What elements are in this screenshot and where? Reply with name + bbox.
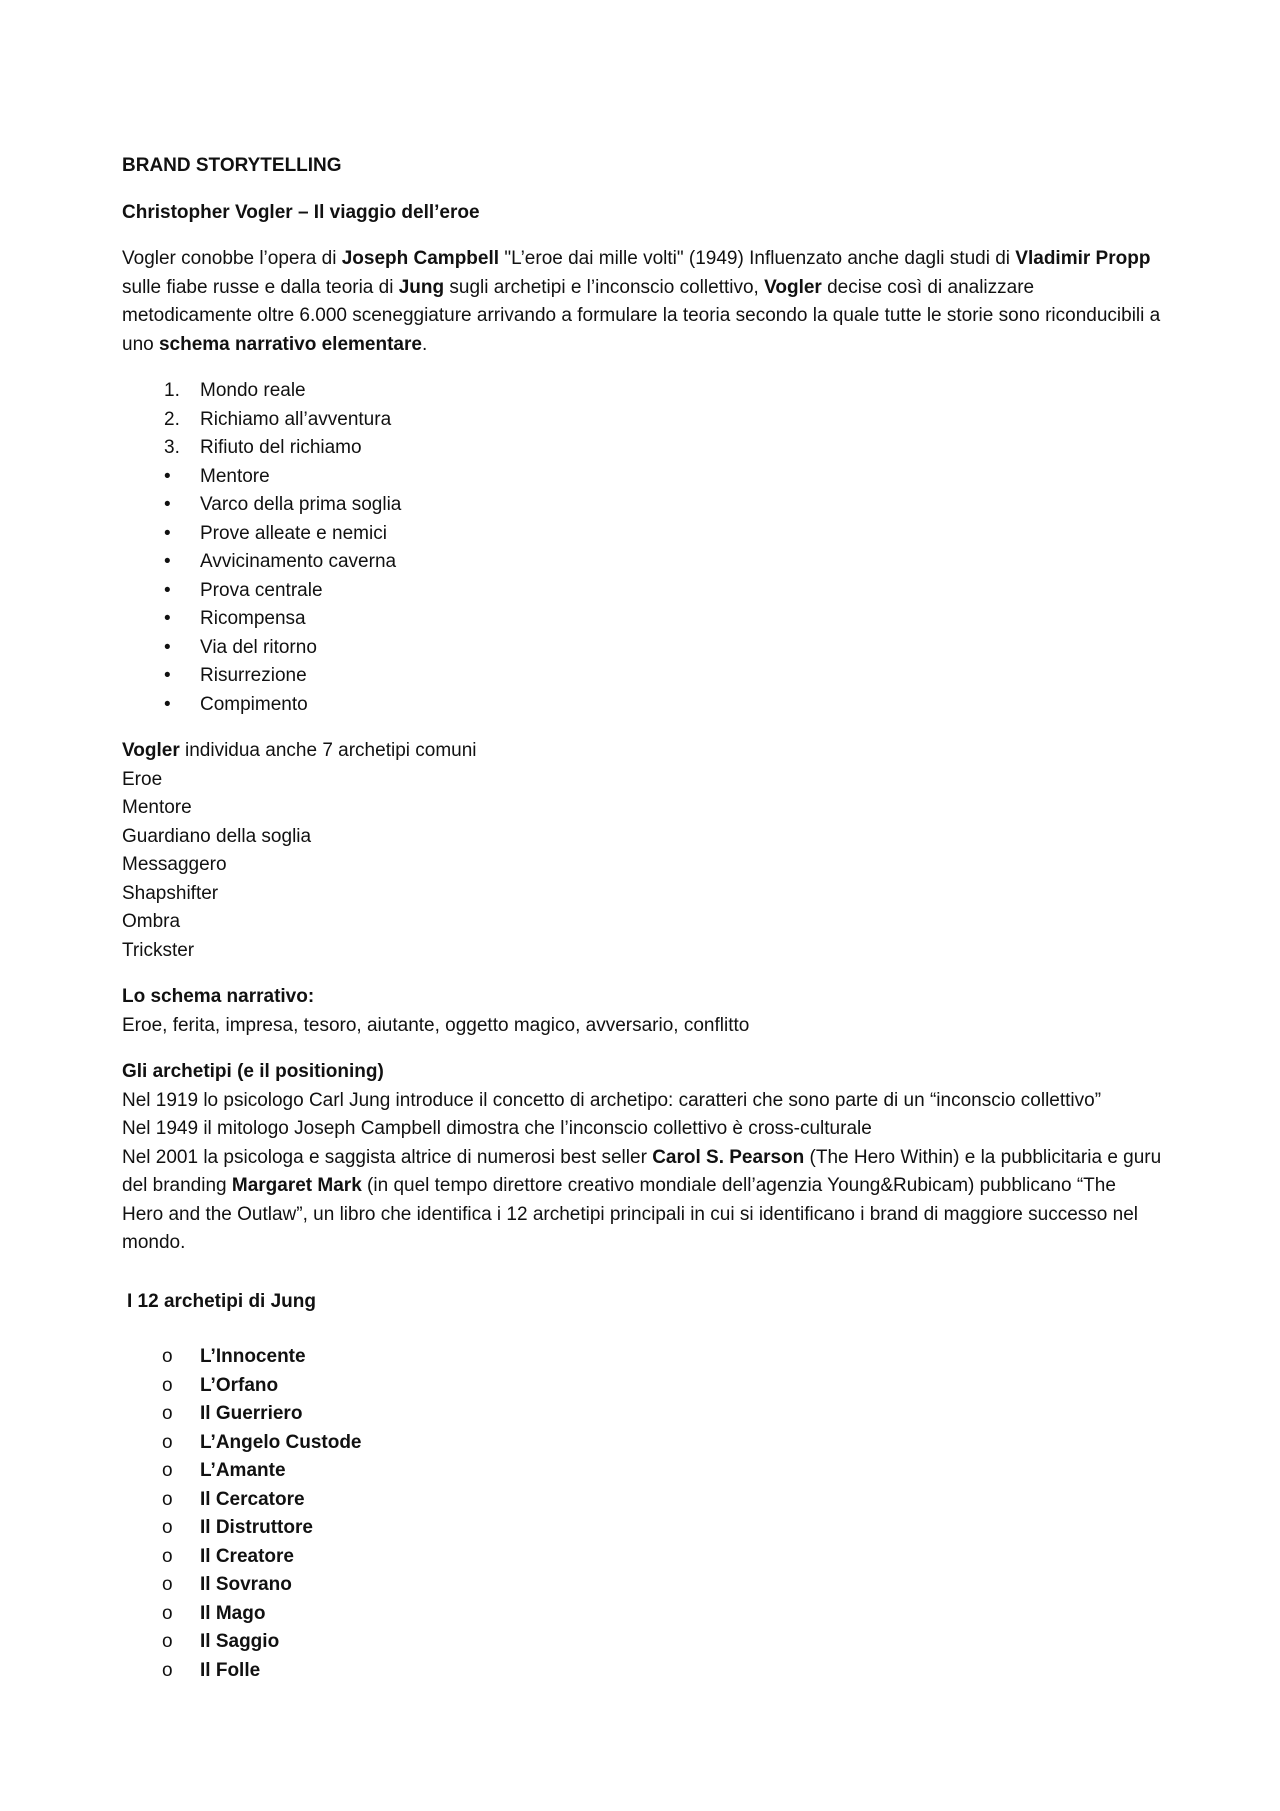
list-item-label: Mondo reale (200, 380, 306, 401)
list-marker: o (162, 1488, 173, 1510)
list-item (122, 1343, 1162, 1372)
list-item-label: Ricompensa (200, 608, 306, 629)
document-body (122, 152, 1162, 1685)
list-item-label: Via del ritorno (200, 636, 317, 658)
list-item-label: Il Saggio (200, 1631, 280, 1652)
schema-text: Eroe, ferita, impresa, tesoro, aiutante, oggetto magico, avversario, conflitto (122, 1014, 750, 1036)
list-marker: • (164, 551, 171, 572)
list-item (122, 434, 1162, 463)
intro-paragraph (122, 245, 1162, 359)
list-item-label: Il Creatore (200, 1545, 294, 1567)
list-item-label: Rifiuto del richiamo (200, 437, 362, 458)
list-item-label: Il Cercatore (200, 1488, 305, 1510)
list-marker: 1. (164, 380, 180, 401)
jung-archetypes-list (122, 1343, 1162, 1685)
schema-heading: Lo schema narrativo: (122, 986, 315, 1007)
archetype-line: Shapshifter (122, 882, 219, 904)
document-title: BRAND STORYTELLING (122, 155, 342, 176)
intro-text: Vogler conobbe l’opera di (122, 248, 342, 269)
archetype-line: Mentore (122, 797, 192, 818)
list-item (122, 377, 1162, 406)
list-item (122, 406, 1162, 435)
bold-mark: Margaret Mark (231, 1175, 362, 1196)
intro-bold-propp: Vladimir Propp (1015, 248, 1151, 269)
list-item-label: L’Innocente (200, 1346, 306, 1367)
list-item-label: Varco della prima soglia (200, 494, 402, 515)
list-item (122, 491, 1162, 520)
list-item (122, 1628, 1162, 1657)
intro-bold-schema: schema narrativo elementare (158, 333, 422, 355)
list-item-label: L’Angelo Custode (200, 1431, 362, 1453)
list-item-label: Il Sovrano (200, 1574, 292, 1595)
list-item (122, 463, 1162, 492)
list-item-label: L’Orfano (200, 1374, 279, 1396)
archetype-line: Guardiano della soglia (122, 825, 312, 847)
list-marker: o (162, 1374, 173, 1396)
journey-steps-list (122, 377, 1162, 719)
list-item (122, 605, 1162, 634)
list-marker: o (162, 1574, 173, 1595)
list-marker: o (162, 1659, 173, 1681)
list-item (122, 662, 1162, 691)
vogler-archetypes-intro (122, 737, 1162, 766)
list-item (122, 691, 1162, 720)
intro-bold-jung: Jung (398, 276, 445, 298)
list-item-label: Risurrezione (200, 665, 307, 686)
list-marker: • (164, 494, 171, 515)
archetype-line: Eroe (122, 768, 163, 790)
intro-text: decise così di analizzare metodicamente oltre 6.000 sceneggiature arrivando a formulare la teoria secondo la quale tutte le storie sono riconducibili a uno (122, 276, 1161, 355)
list-marker: o (162, 1602, 173, 1624)
intro-text: . (421, 333, 428, 355)
list-marker: o (162, 1431, 173, 1453)
archetypes-paragraph-2001 (122, 1144, 1162, 1258)
list-item (122, 1486, 1162, 1515)
vogler-archetypes-list (122, 766, 1162, 966)
list-item (122, 1657, 1162, 1686)
archetype-line: Trickster (122, 939, 195, 961)
list-marker: o (162, 1460, 173, 1481)
list-item-label: Il Guerriero (200, 1403, 303, 1424)
list-item (122, 1400, 1162, 1429)
list-item-label: Prova centrale (200, 579, 323, 601)
list-item (122, 1571, 1162, 1600)
list-marker: • (164, 693, 171, 715)
list-item (122, 634, 1162, 663)
list-marker: • (164, 465, 171, 487)
list-marker: • (164, 608, 171, 629)
jung-heading: I 12 archetipi di Jung (127, 1290, 316, 1312)
list-item-label: Richiamo all’avventura (200, 408, 392, 430)
list-marker: 2. (164, 408, 180, 430)
intro-bold-vogler: Vogler (764, 276, 822, 298)
vogler-bold: Vogler (122, 740, 180, 761)
section-heading-vogler: Christopher Vogler – Il viaggio dell’eroe (122, 201, 480, 223)
list-item-label: Il Folle (200, 1659, 261, 1681)
list-item (122, 1372, 1162, 1401)
intro-text: "L’eroe dai mille volti" (1949) Influenzato anche dagli studi di (499, 248, 1016, 269)
bold-pearson: Carol S. Pearson (652, 1146, 805, 1168)
list-marker: 3. (164, 437, 180, 458)
list-item (122, 1600, 1162, 1629)
list-item-label: Il Distruttore (200, 1517, 313, 1538)
list-item-label: L’Amante (200, 1460, 286, 1481)
list-marker: • (164, 636, 171, 658)
list-marker: o (162, 1545, 173, 1567)
list-marker: • (164, 579, 171, 601)
list-marker: o (162, 1517, 173, 1538)
list-item-label: Mentore (200, 465, 270, 487)
archetypes-line-1949: Nel 1949 il mitologo Joseph Campbell dimostra che l’inconscio collettivo è cross-culturale (122, 1118, 872, 1139)
list-item (122, 1429, 1162, 1458)
archetypes-line-1919: Nel 1919 lo psicologo Carl Jung introduce il concetto di archetipo: caratteri che sono parte di un “inconscio collettivo” (122, 1089, 1102, 1111)
list-marker: • (164, 522, 171, 544)
intro-bold-campbell: Joseph Campbell (341, 248, 500, 269)
intro-text: sulle fiabe russe e dalla teoria di (122, 276, 399, 298)
archetype-line: Messaggero (122, 854, 227, 875)
list-item (122, 1457, 1162, 1486)
paragraph-text: Nel 2001 la psicologa e saggista altrice di numerosi best seller (122, 1146, 653, 1168)
list-item (122, 520, 1162, 549)
archetypes-heading: Gli archetipi (e il positioning) (122, 1061, 384, 1082)
list-item (122, 1543, 1162, 1572)
list-marker: o (162, 1346, 173, 1367)
vogler-intro-text: individua anche 7 archetipi comuni (179, 740, 477, 761)
list-item-label: Il Mago (200, 1602, 266, 1624)
list-marker: o (162, 1403, 173, 1424)
list-item-label: Prove alleate e nemici (200, 522, 387, 544)
archetype-line: Ombra (122, 911, 181, 932)
list-marker: o (162, 1631, 173, 1652)
paragraph-text: (The Hero Within) e la pubblicitaria e guru del branding (122, 1146, 1162, 1196)
list-item-label: Compimento (200, 693, 308, 715)
list-item (122, 548, 1162, 577)
list-marker: • (164, 665, 171, 686)
list-item (122, 1514, 1162, 1543)
intro-text: sugli archetipi e l’inconscio collettivo, (444, 276, 765, 298)
paragraph-text: (in quel tempo direttore creativo mondiale dell’agenzia Young&Rubicam) pubblicano “The Hero and the Outlaw”, un libro che identifica i 12 archetipi principali in cui si identificano i brand di maggiore successo nel mondo. (122, 1175, 1138, 1253)
list-item-label: Avvicinamento caverna (200, 551, 397, 572)
list-item (122, 577, 1162, 606)
